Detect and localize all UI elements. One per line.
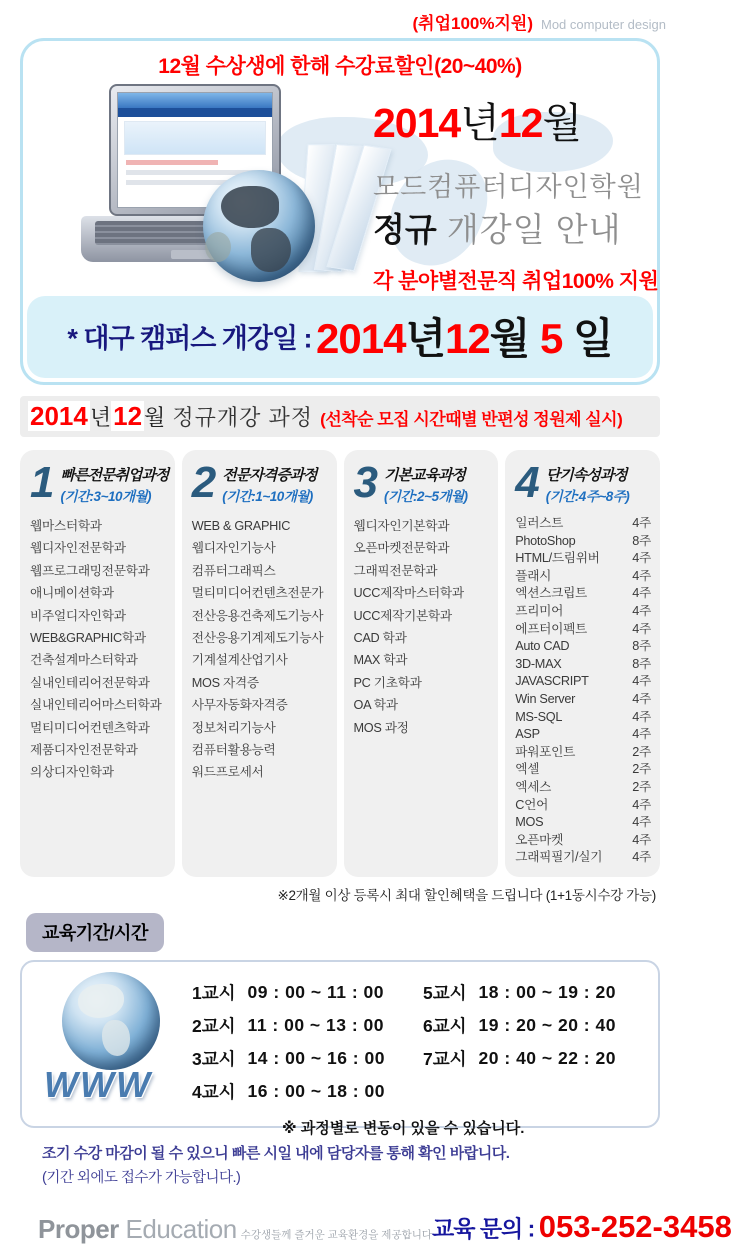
column-title: 빠른전문취업과정: [60, 467, 169, 484]
period-row: [192, 1042, 417, 1075]
column-number: 3: [353, 458, 378, 507]
course-weeks: 4주: [632, 674, 651, 689]
discount-headline: 12월 수상생에 한해 수강료할인(20~40%): [158, 55, 522, 78]
course-item: 전산응용기계제도기능사: [191, 631, 324, 646]
course-item: [515, 515, 654, 533]
course-item: 그래픽전문학과: [353, 563, 438, 578]
course-weeks: 4주: [632, 709, 651, 724]
period-row: [423, 1009, 648, 1042]
academy-name: 모드컴퓨터디자인학원: [373, 172, 644, 202]
period-time: 20 : 40 ~ 22 : 20: [478, 1047, 616, 1068]
course-name: 에프터이펙트: [515, 621, 587, 636]
course-name: JAVASCRIPT: [515, 674, 589, 689]
course-column-1: [20, 450, 175, 877]
hero-month: 12: [498, 100, 543, 146]
column-title: 전문자격증과정: [222, 467, 317, 484]
course-weeks: 2주: [632, 779, 651, 794]
logo-tagline: 수강생들께 즐거운 교육환경을 제공합니다: [240, 1228, 433, 1241]
column-duration: (기간:3~10개월): [60, 489, 152, 504]
course-item: [515, 797, 654, 815]
course-name: 파워포인트: [515, 744, 576, 759]
discount-footnote: ※2개월 이상 등록시 최대 할인혜택을 드립니다 (1+1동시수강 가능): [277, 887, 656, 903]
course-item: 웹프로그래밍전문학과: [30, 563, 150, 578]
course-item: 실내인테리어마스터학과: [30, 698, 162, 713]
course-item: [515, 550, 654, 568]
course-name: HTML/드림위버: [515, 551, 600, 566]
course-item: MAX 학과: [353, 653, 408, 668]
contact-info: [432, 1209, 732, 1245]
course-weeks: 4주: [632, 568, 651, 583]
hero-box: [20, 38, 660, 385]
course-item: [515, 656, 654, 674]
course-weeks: 2주: [632, 762, 651, 777]
period-grid: [192, 976, 648, 1108]
course-item: WEB & GRAPHIC: [191, 519, 291, 533]
course-name: 엑세스: [515, 779, 552, 794]
period-label: 1교시: [192, 982, 236, 1003]
campus-label: * 대구 캠퍼스 개강일 :: [67, 323, 312, 354]
employment-badge: (취업100%지원): [412, 14, 533, 33]
course-weeks: 4주: [632, 551, 651, 566]
course-weeks: 4주: [632, 691, 651, 706]
course-name: MS-SQL: [515, 709, 563, 724]
column-number: 1: [30, 458, 55, 507]
course-item: [515, 585, 654, 603]
column-number: 4: [515, 458, 540, 507]
brand-text: Mod computer design: [540, 17, 666, 32]
course-item: 컴퓨터활용능력: [191, 743, 276, 758]
hero-date: 2014년12월: [373, 100, 582, 146]
course-list: [30, 515, 169, 784]
course-weeks: 4주: [632, 850, 651, 865]
course-item: OA 학과: [353, 698, 398, 713]
period-time: 11 : 00 ~ 13 : 00: [247, 1014, 384, 1035]
course-weeks: 8주: [632, 639, 651, 654]
course-weeks: 4주: [632, 832, 651, 847]
course-item: 전산응용건축제도기능사: [191, 608, 324, 623]
course-columns: [20, 450, 660, 877]
course-item: [515, 744, 654, 762]
course-name: PhotoShop: [515, 533, 576, 548]
course-item: 컴퓨터그래픽스: [191, 563, 276, 578]
course-item: [515, 726, 654, 744]
course-name: 엑셀: [515, 762, 540, 777]
course-item: [515, 568, 654, 586]
campus-open-date-band: [27, 296, 653, 378]
course-weeks: 4주: [632, 603, 651, 618]
course-item: [515, 638, 654, 656]
www-label: WWW: [44, 1063, 152, 1105]
course-item: 건축설계마스터학과: [30, 653, 138, 668]
course-name: MOS: [515, 815, 544, 830]
period-time: 16 : 00 ~ 18 : 00: [247, 1080, 385, 1101]
course-name: 플래시: [515, 568, 552, 583]
course-item: 정보처리기능사: [191, 720, 276, 735]
course-weeks: 4주: [632, 815, 651, 830]
course-name: Auto CAD: [515, 639, 570, 654]
phone-number: 053-252-3458: [538, 1208, 732, 1244]
course-item: 웹디자인기능사: [191, 541, 276, 556]
registration-notice: (기간 외에도 접수가 가능합니다.): [42, 1169, 241, 1186]
schedule-badge: 교육기간/시간: [26, 913, 164, 952]
course-item: 멀티미디어컨텐츠전문가: [191, 586, 324, 601]
period-row: [192, 976, 417, 1009]
hero-year: 2014: [373, 100, 461, 146]
bottom-row: [38, 1208, 732, 1245]
period-time: 14 : 00 ~ 16 : 00: [247, 1047, 385, 1068]
column-title: 기본교육과정: [383, 467, 465, 484]
opening-notice: 정규 개강일 안내: [373, 211, 622, 248]
column-duration: (기간:2~5개월): [383, 489, 468, 504]
course-item: 오픈마켓전문학과: [353, 541, 450, 556]
course-item: [515, 849, 654, 867]
course-item: 멀티미디어컨텐츠학과: [30, 720, 150, 735]
period-time: 09 : 00 ~ 11 : 00: [247, 981, 384, 1002]
course-item: UCC제작기본학과: [353, 608, 452, 623]
course-name: 3D-MAX: [515, 656, 562, 671]
period-label: 5교시: [423, 982, 467, 1003]
course-item: [515, 603, 654, 621]
course-list: [192, 515, 331, 784]
course-item: 애니메이션학과: [30, 586, 114, 601]
course-item: MOS 자격증: [191, 675, 259, 690]
course-weeks: 8주: [632, 533, 651, 548]
course-weeks: 8주: [632, 656, 651, 671]
course-item: CAD 학과: [353, 631, 407, 646]
course-name: 프리미어: [515, 603, 564, 618]
laptop-globe-illustration: [51, 82, 361, 294]
section-title: 정규개강 과정: [165, 405, 321, 430]
course-item: [515, 621, 654, 639]
course-name: Win Server: [515, 691, 575, 706]
course-item: [515, 779, 654, 797]
course-item: 기계설계산업기사: [191, 653, 288, 668]
period-time: 19 : 20 ~ 20 : 40: [478, 1014, 616, 1035]
support-line: 각 분야별전문직 취업100% 지원: [373, 270, 659, 293]
course-item: 워드프로세서: [191, 765, 264, 780]
course-item: 제품디자인전문학과: [30, 743, 138, 758]
globe-graphic: [62, 972, 160, 1070]
course-item: [515, 673, 654, 691]
course-item: 웹마스터학과: [30, 519, 102, 533]
period-label: 6교시: [423, 1015, 467, 1036]
globe-graphic: [203, 170, 315, 282]
course-item: 웹디자인기본학과: [353, 519, 450, 533]
course-weeks: 4주: [632, 727, 651, 742]
course-item: 사무자동화자격증: [191, 698, 288, 713]
course-item: [515, 533, 654, 551]
contact-label: 교육 문의 :: [432, 1215, 535, 1242]
schedule-box: [20, 960, 660, 1137]
course-item: [515, 761, 654, 779]
campus-date: 2014년12월 5 일: [316, 315, 613, 362]
period-label: 3교시: [192, 1048, 236, 1069]
course-item: [515, 691, 654, 709]
period-row: [423, 976, 648, 1009]
course-item: 비주얼디자인학과: [30, 608, 126, 623]
www-globe-illustration: [44, 972, 184, 1112]
schedule-note: ※ 과정별로 변동이 있을 수 있습니다.: [282, 1119, 525, 1137]
course-item: [515, 709, 654, 727]
period-row: [423, 1042, 648, 1075]
course-column-4: [505, 450, 660, 877]
section-note: (선착순 모집 시간때별 반편성 정원제 실시): [320, 410, 623, 429]
course-item: 웹디자인전문학과: [30, 541, 126, 556]
course-weeks: 2주: [632, 744, 651, 759]
course-name: 그래픽필기/실기: [515, 850, 603, 865]
hero-text-block: [373, 90, 683, 295]
course-name: C언어: [515, 797, 549, 812]
course-column-2: [182, 450, 337, 877]
course-name: ASP: [515, 727, 540, 742]
course-item: MOS 과정: [353, 720, 409, 735]
course-name: 엑션스크립트: [515, 586, 587, 601]
course-item: [515, 832, 654, 850]
period-row: [192, 1009, 417, 1042]
period-label: 7교시: [423, 1048, 467, 1069]
period-time: 18 : 00 ~ 19 : 20: [478, 981, 616, 1002]
course-weeks: 4주: [632, 586, 651, 601]
column-title: 단기속성과정: [545, 467, 627, 484]
early-close-notice: 조기 수강 마감이 될 수 있으니 빠른 시일 내에 담당자를 통해 확인 바랍니다.: [42, 1144, 510, 1162]
course-item: [515, 814, 654, 832]
period-label: 4교시: [192, 1081, 236, 1102]
course-weeks: 4주: [632, 516, 651, 530]
footer-notices: [42, 1142, 680, 1187]
period-row: [192, 1075, 417, 1108]
course-list: [515, 515, 654, 867]
hero-content: [23, 82, 657, 294]
column-number: 2: [191, 458, 217, 507]
column-duration: (기간:1~10개월): [222, 489, 313, 504]
course-weeks: 4주: [632, 621, 651, 636]
course-item: WEB&GRAPHIC학과: [30, 631, 146, 646]
course-item: 의상디자인학과: [30, 765, 114, 780]
course-name: 오픈마켓: [515, 832, 564, 847]
course-weeks: 4주: [632, 797, 651, 812]
course-item: PC 기초학과: [353, 675, 422, 690]
course-item: UCC제작마스터학과: [353, 586, 464, 601]
course-name: 일러스트: [515, 516, 564, 530]
course-item: 실내인테리어전문학과: [30, 675, 150, 690]
course-column-3: [344, 450, 499, 877]
section-header: 2014년12월 정규개강 과정 (선착순 모집 시간때별 반편성 정원제 실시): [20, 396, 660, 437]
column-duration: (기간:4주~8주): [545, 489, 630, 504]
top-strip: [0, 0, 680, 36]
period-label: 2교시: [192, 1015, 236, 1036]
proper-education-logo: Proper Education 수강생들께 즐거운 교육환경을 제공합니다: [38, 1213, 433, 1244]
course-list: [354, 515, 493, 739]
